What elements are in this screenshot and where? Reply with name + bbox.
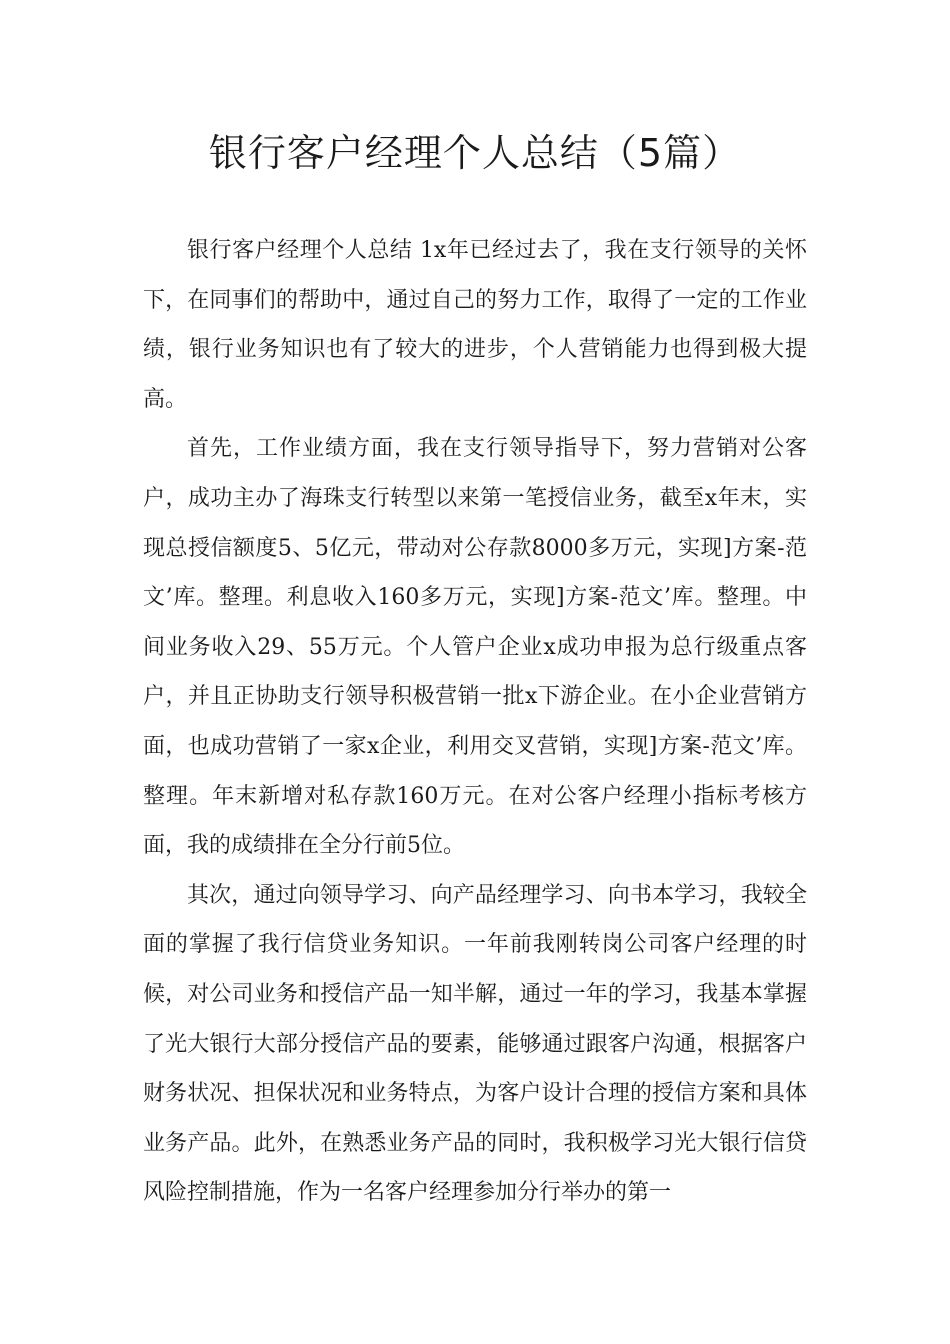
paragraph-3: 其次，通过向领导学习、向产品经理学习、向书本学习，我较全面的掌握了我行信贷业务知识。一年前我刚转岗公司客户经理的时候，对公司业务和授信产品一知半解，通过一年的学习，我基本掌握了光大银行大部分授信产品的要素，能够通过跟客户沟通，根据客户财务状况、担保状况和业务特点，为客户设计合理的授信方案和具体业务产品。此外，在熟悉业务产品的同时，我积极学习光大银行信贷风险控制措施，作为一名客户经理参加分行举办的第一 <box>143 882 807 1206</box>
document-body <box>143 226 807 1218</box>
document-title: 银行客户经理个人总结（5篇） <box>208 131 742 175</box>
paragraph-2: 首先，工作业绩方面，我在支行领导指导下，努力营销对公客户，成功主办了海珠支行转型以来第一笔授信业务，截至x年末，实现总授信额度5、5亿元，带动对公存款8000多万元，实现]方案-范文’库。整理。利息收入160多万元，实现]方案-范文’库。整理。中间业务收入29、55万元。个人管户企业x成功申报为总行级重点客户，并且正协助支行领导积极营销一批x下游企业。在小企业营销方面，也成功营销了一家x企业，利用交叉营销，实现]方案-范文’库。整理。年末新增对私存款160万元。在对公客户经理小指标考核方面，我的成绩排在全分行前5位。 <box>143 436 807 859</box>
paragraph-1: 银行客户经理个人总结 1x年已经过去了，我在支行领导的关怀下，在同事们的帮助中，通过自己的努力工作，取得了一定的工作业绩，银行业务知识也有了较大的进步，个人营销能力也得到极大提高。 <box>143 238 807 412</box>
